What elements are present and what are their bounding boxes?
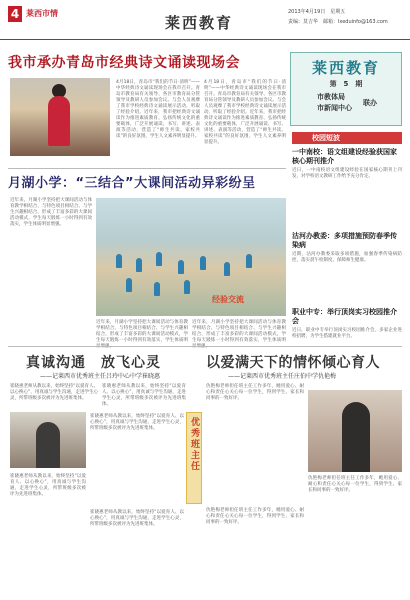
story2-photo bbox=[96, 198, 286, 316]
story3-body-cont: 崔晓惠老师从教以来，始终坚持“以爱育人、以心换心”，用真诚与学生沟通，走进学生心灵，所带班级多次被评为先进班集体。 bbox=[10, 474, 86, 497]
story1-body: 4月18日，青岛市“我们的节日·清明”——中华经典诗文诵读现场会在我市召开。青岛市教育局有关领导、各区市教育局分管领导及教研人员参加会议。与会人员观摩了我市学校经典诗文诵读展示活动，听取了经验介绍。近年来，我市把经典诗文诵读作为推进素质教育、弘扬传统文化的重要载体，广泛开展诵读、书写、讲述、表演等活动，营造了“师生共读、家校共读”的良好氛围，学生人文素养明显提升。 bbox=[116, 80, 200, 139]
editor-line: 责编：莫吉华 邮箱：lxeduinfo@163.com bbox=[288, 19, 388, 25]
campus-item-title: 一中南校：语文组建设经验获国家核心期刊推介 bbox=[292, 148, 397, 165]
page-number: 4 bbox=[8, 6, 22, 22]
issue-number: 第 5 期 bbox=[329, 80, 363, 88]
divider bbox=[8, 346, 402, 347]
vertical-banner bbox=[186, 412, 202, 504]
joint-label: 联办 bbox=[363, 99, 377, 107]
story4-body-cont: 仇艳梅老师担任班主任工作多年，她用爱心、耐心和责任心关心每一位学生，得到学生、家长和同事的一致好评。 bbox=[206, 508, 304, 525]
paper-name: 莱西教育 bbox=[165, 14, 234, 32]
photo-figure bbox=[342, 402, 370, 472]
vertical-banner-text: 优秀班主任 bbox=[189, 417, 199, 472]
story4-body: 仇艳梅老师担任班主任工作多年，她用爱心、耐心和责任心关心每一位学生，得到学生、家长和同事的一致好评。 bbox=[206, 384, 304, 401]
story2-body: 近年来，月湖小学坚持把大课间活动与体育教学相结合、与特色项目相结合、与学生兴趣相结合，形成了丰富多彩的大课间活动模式，学生每天锻炼一小时得到有效落实，学生体质明显增强。 bbox=[10, 198, 92, 227]
photo-figure bbox=[200, 256, 206, 270]
section-name: 莱西市情 bbox=[26, 9, 58, 18]
photo-figure bbox=[224, 262, 230, 276]
story1-photo bbox=[10, 78, 110, 156]
issue-box-title: 莱西教育 bbox=[311, 59, 380, 77]
photo-figure bbox=[154, 282, 160, 296]
photo-figure bbox=[184, 280, 190, 294]
photo-caption: 经验交流 bbox=[212, 295, 244, 304]
story4-body-cont: 仇艳梅老师担任班主任工作多年，她用爱心、耐心和责任心关心每一位学生，得到学生、家长和同事的一致好评。 bbox=[308, 476, 402, 493]
photo-figure bbox=[116, 254, 122, 268]
divider bbox=[8, 168, 286, 169]
campus-label: 校园短波 bbox=[292, 132, 402, 144]
photo-figure bbox=[178, 260, 184, 274]
photo-figure bbox=[36, 422, 60, 468]
story4-photo bbox=[308, 390, 402, 472]
story4-subhead: ——记莱西市优秀班主任庄伯中学仇艳梅 bbox=[228, 373, 337, 380]
story3-subhead: ——记莱西市优秀班主任吕玲中心中学崔晓惠 bbox=[40, 373, 161, 380]
story3-body: 崔晓惠老师从教以来，始终坚持“以爱育人、以心换心”，用真诚与学生沟通，走进学生心灵，所带班级多次被评为先进班集体。 bbox=[10, 384, 98, 401]
story1-headline: 我市承办青岛市经典诗文诵读现场会 bbox=[8, 55, 240, 71]
story3-body-cont: 崔晓惠老师从教以来，始终坚持“以爱育人、以心换心”，用真诚与学生沟通，走进学生心灵，所带班级多次被评为先进班集体。 bbox=[90, 414, 184, 431]
story1-body-cont: 4月18日，青岛市“我们的节日·清明”——中华经典诗文诵读现场会在我市召开。青岛市教育局有关领导、各区市教育局分管领导及教研人员参加会议。与会人员观摩了我市学校经典诗文诵读展示活动，听取了经验介绍。近年来，我市把经典诗文诵读作为推进素质教育、弘扬传统文化的重要载体，广泛开展诵读、书写、讲述、表演等活动，营造了“师生共读、家校共读”的良好氛围，学生人文素养明显提升。 bbox=[204, 80, 286, 145]
photo-figure bbox=[48, 96, 70, 146]
story4-headline: 以爱满天下的情怀倾心育人 bbox=[206, 355, 380, 371]
photo-figure bbox=[126, 278, 132, 292]
masthead bbox=[0, 0, 410, 40]
photo-figure bbox=[246, 254, 252, 268]
story3-body-cont: 崔晓惠老师从教以来，始终坚持“以爱育人、以心换心”，用真诚与学生沟通，走进学生心灵，所带班级多次被评为先进班集体。 bbox=[102, 384, 186, 407]
date-line: 2013年4月19日 星期五 bbox=[288, 9, 346, 15]
story3-body-cont: 崔晓惠老师从教以来，始终坚持“以爱育人、以心换心”，用真诚与学生沟通，走进学生心灵，所带班级多次被评为先进班集体。 bbox=[90, 510, 184, 527]
story3-headline: 真诚沟通 放飞心灵 bbox=[26, 355, 161, 371]
photo-figure bbox=[156, 252, 162, 266]
campus-item-title: 职业中专：举行顶岗实习校园推介会 bbox=[292, 308, 397, 325]
campus-item-title: 沽河办教委：多项措施预防春季传染病 bbox=[292, 232, 397, 249]
photo-figure bbox=[136, 258, 142, 272]
org-news: 市新闻中心 bbox=[317, 104, 352, 112]
story3-photo bbox=[10, 412, 86, 468]
story2-body-cont: 近年来，月湖小学坚持把大课间活动与体育教学相结合、与特色项目相结合、与学生兴趣相结合，形成了丰富多彩的大课间活动模式，学生每天锻炼一小时得到有效落实，学生体质明 bbox=[96, 320, 188, 343]
campus-item-body: 近日，一中南校语文组建设经验在国家核心期刊上刊发，对学校语文教研工作给予充分肯定。 bbox=[292, 168, 402, 179]
story2-headline: 月湖小学：“三结合”大课间活动异彩纷呈 bbox=[8, 176, 256, 191]
issue-box bbox=[290, 52, 402, 126]
story2-body-cont: 近年来，月湖小学坚持把大课间活动与体育教学相结合、与特色项目相结合、与学生兴趣相结合，形成了丰富多彩的大课间活动模式，学生每天锻炼一小时得到有效落实，学生体质明 bbox=[192, 320, 286, 343]
org-edu: 市教体局 bbox=[317, 93, 345, 101]
campus-item-body: 近期，沽河办教委采取多项措施，加强春季传染病防控，落实晨午检制度，保障师生健康。 bbox=[292, 252, 402, 263]
campus-item-body: 近日，职业中专举行顶岗实习校园推介会，多家企业进校招聘，为学生搭建就业平台。 bbox=[292, 328, 402, 339]
